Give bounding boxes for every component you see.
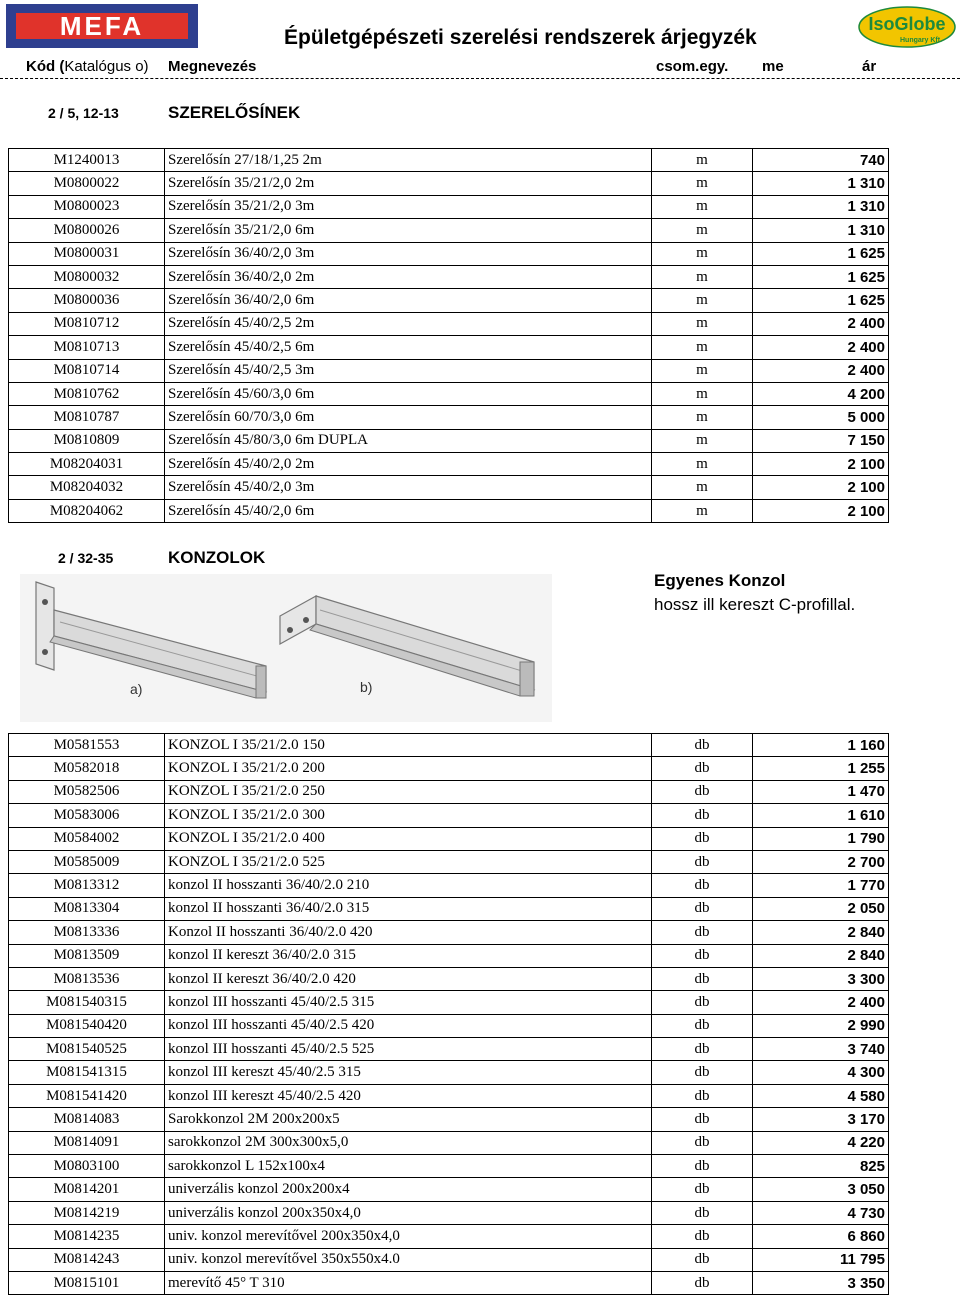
table-row bbox=[9, 336, 889, 359]
table-row bbox=[9, 897, 889, 920]
product-name: Szerelősín 45/60/3,0 6m bbox=[165, 382, 652, 405]
price: 1 770 bbox=[753, 874, 889, 897]
product-name: Konzol II hosszanti 36/40/2.0 420 bbox=[165, 921, 652, 944]
product-name: Sarokkonzol 2M 200x200x5 bbox=[165, 1108, 652, 1131]
table-row bbox=[9, 1225, 889, 1248]
product-name: konzol III hosszanti 45/40/2.5 315 bbox=[165, 991, 652, 1014]
product-code: M0814083 bbox=[9, 1108, 165, 1131]
column-header-pack: csom.egy. bbox=[656, 58, 729, 75]
price: 825 bbox=[753, 1155, 889, 1178]
product-name: konzol III hosszanti 45/40/2.5 420 bbox=[165, 1014, 652, 1037]
column-header-name: Megnevezés bbox=[168, 58, 257, 75]
price: 2 100 bbox=[753, 499, 889, 522]
price: 3 170 bbox=[753, 1108, 889, 1131]
unit: db bbox=[652, 1061, 753, 1084]
product-code: M0813536 bbox=[9, 967, 165, 990]
product-name: Szerelősín 45/40/2,5 6m bbox=[165, 336, 652, 359]
product-name: sarokkonzol 2M 300x300x5,0 bbox=[165, 1131, 652, 1154]
product-code: M08204032 bbox=[9, 476, 165, 499]
price: 11 795 bbox=[753, 1248, 889, 1271]
product-code: M0583006 bbox=[9, 804, 165, 827]
unit: db bbox=[652, 757, 753, 780]
price: 2 840 bbox=[753, 944, 889, 967]
product-code: M0581553 bbox=[9, 734, 165, 757]
unit: db bbox=[652, 1225, 753, 1248]
column-header-price: ár bbox=[862, 58, 877, 75]
table-row bbox=[9, 476, 889, 499]
unit: db bbox=[652, 874, 753, 897]
product-name: Szerelősín 35/21/2,0 6m bbox=[165, 219, 652, 242]
product-code: M0814201 bbox=[9, 1178, 165, 1201]
table-row bbox=[9, 429, 889, 452]
product-name: KONZOL I 35/21/2.0 300 bbox=[165, 804, 652, 827]
unit: db bbox=[652, 734, 753, 757]
konzol-illustration bbox=[20, 574, 552, 722]
product-name: Szerelősín 60/70/3,0 6m bbox=[165, 406, 652, 429]
unit: m bbox=[652, 242, 753, 265]
unit: db bbox=[652, 1014, 753, 1037]
unit: m bbox=[652, 382, 753, 405]
product-code: M0810809 bbox=[9, 429, 165, 452]
unit: m bbox=[652, 336, 753, 359]
table-row bbox=[9, 804, 889, 827]
price: 2 400 bbox=[753, 991, 889, 1014]
table-row bbox=[9, 780, 889, 803]
unit: db bbox=[652, 850, 753, 873]
price: 4 580 bbox=[753, 1084, 889, 1107]
unit: db bbox=[652, 1248, 753, 1271]
price: 4 200 bbox=[753, 382, 889, 405]
konzol-note-title: Egyenes Konzol bbox=[654, 571, 786, 590]
price: 4 300 bbox=[753, 1061, 889, 1084]
column-header-unit: me bbox=[762, 58, 784, 75]
table-row bbox=[9, 499, 889, 522]
unit: db bbox=[652, 1084, 753, 1107]
unit: db bbox=[652, 780, 753, 803]
isoglobe-logo-text: IsoGlobe bbox=[868, 14, 946, 34]
price-table-konzolok bbox=[8, 733, 889, 1295]
table-row bbox=[9, 874, 889, 897]
column-header-code bbox=[26, 58, 149, 75]
product-name: Szerelősín 45/80/3,0 6m DUPLA bbox=[165, 429, 652, 452]
price: 3 300 bbox=[753, 967, 889, 990]
product-name: konzol II kereszt 36/40/2.0 315 bbox=[165, 944, 652, 967]
unit: m bbox=[652, 429, 753, 452]
unit: db bbox=[652, 827, 753, 850]
table-row bbox=[9, 406, 889, 429]
product-name: merevítő 45° T 310 bbox=[165, 1271, 652, 1294]
product-name: Szerelősín 45/40/2,0 6m bbox=[165, 499, 652, 522]
unit: m bbox=[652, 312, 753, 335]
table-row bbox=[9, 827, 889, 850]
product-code: M0584002 bbox=[9, 827, 165, 850]
table-row bbox=[9, 265, 889, 288]
unit: m bbox=[652, 476, 753, 499]
unit: m bbox=[652, 406, 753, 429]
price: 4 730 bbox=[753, 1201, 889, 1224]
product-code: M0810712 bbox=[9, 312, 165, 335]
product-name: konzol II hosszanti 36/40/2.0 315 bbox=[165, 897, 652, 920]
product-name: Szerelősín 27/18/1,25 2m bbox=[165, 149, 652, 172]
unit: db bbox=[652, 991, 753, 1014]
product-code: M081540315 bbox=[9, 991, 165, 1014]
table-row bbox=[9, 242, 889, 265]
price: 2 100 bbox=[753, 453, 889, 476]
table-row bbox=[9, 1038, 889, 1061]
product-name: konzol II kereszt 36/40/2.0 420 bbox=[165, 967, 652, 990]
product-code: M081541315 bbox=[9, 1061, 165, 1084]
product-code: M0810762 bbox=[9, 382, 165, 405]
isoglobe-logo-subtext: Hungary Kft. bbox=[900, 37, 942, 44]
price: 740 bbox=[753, 149, 889, 172]
price: 1 310 bbox=[753, 219, 889, 242]
table-row bbox=[9, 1061, 889, 1084]
product-code: M0585009 bbox=[9, 850, 165, 873]
price: 3 050 bbox=[753, 1178, 889, 1201]
product-code: M0810787 bbox=[9, 406, 165, 429]
price: 1 625 bbox=[753, 265, 889, 288]
product-code: M1240013 bbox=[9, 149, 165, 172]
product-name: KONZOL I 35/21/2.0 400 bbox=[165, 827, 652, 850]
product-name: konzol III kereszt 45/40/2.5 420 bbox=[165, 1084, 652, 1107]
price: 1 790 bbox=[753, 827, 889, 850]
price: 5 000 bbox=[753, 406, 889, 429]
price: 1 625 bbox=[753, 289, 889, 312]
product-name: Szerelősín 36/40/2,0 2m bbox=[165, 265, 652, 288]
price: 3 350 bbox=[753, 1271, 889, 1294]
bracket-b-label: b) bbox=[360, 679, 373, 695]
unit: db bbox=[652, 944, 753, 967]
price: 3 740 bbox=[753, 1038, 889, 1061]
product-name: Szerelősín 36/40/2,0 3m bbox=[165, 242, 652, 265]
product-code: M0810714 bbox=[9, 359, 165, 382]
product-code: M0814235 bbox=[9, 1225, 165, 1248]
product-code: M0813312 bbox=[9, 874, 165, 897]
unit: m bbox=[652, 359, 753, 382]
product-name: KONZOL I 35/21/2.0 200 bbox=[165, 757, 652, 780]
product-code: M0814091 bbox=[9, 1131, 165, 1154]
table-row bbox=[9, 1108, 889, 1131]
unit: db bbox=[652, 967, 753, 990]
price: 1 610 bbox=[753, 804, 889, 827]
product-name: konzol III kereszt 45/40/2.5 315 bbox=[165, 1061, 652, 1084]
table-row bbox=[9, 1178, 889, 1201]
unit: db bbox=[652, 1155, 753, 1178]
product-name: konzol II hosszanti 36/40/2.0 210 bbox=[165, 874, 652, 897]
product-name: KONZOL I 35/21/2.0 150 bbox=[165, 734, 652, 757]
product-code: M0800026 bbox=[9, 219, 165, 242]
product-name: Szerelősín 45/40/2,0 3m bbox=[165, 476, 652, 499]
table-row bbox=[9, 312, 889, 335]
product-code: M08204031 bbox=[9, 453, 165, 476]
price: 2 100 bbox=[753, 476, 889, 499]
price: 2 840 bbox=[753, 921, 889, 944]
section-title: KONZOLOK bbox=[168, 548, 266, 567]
table-row bbox=[9, 172, 889, 195]
unit: m bbox=[652, 149, 753, 172]
table-row bbox=[9, 453, 889, 476]
unit: m bbox=[652, 219, 753, 242]
price: 2 050 bbox=[753, 897, 889, 920]
price: 1 310 bbox=[753, 172, 889, 195]
unit: m bbox=[652, 265, 753, 288]
unit: db bbox=[652, 804, 753, 827]
product-code: M0800031 bbox=[9, 242, 165, 265]
table-row bbox=[9, 359, 889, 382]
table-row bbox=[9, 921, 889, 944]
price: 2 990 bbox=[753, 1014, 889, 1037]
product-code: M0813304 bbox=[9, 897, 165, 920]
unit: db bbox=[652, 1271, 753, 1294]
unit: m bbox=[652, 289, 753, 312]
product-code: M0582018 bbox=[9, 757, 165, 780]
product-name: KONZOL I 35/21/2.0 250 bbox=[165, 780, 652, 803]
mefa-logo bbox=[6, 4, 198, 48]
table-row bbox=[9, 1084, 889, 1107]
unit: m bbox=[652, 499, 753, 522]
unit: m bbox=[652, 172, 753, 195]
price: 2 400 bbox=[753, 359, 889, 382]
product-code: M08204062 bbox=[9, 499, 165, 522]
bracket-a-label: a) bbox=[130, 681, 143, 697]
price: 2 400 bbox=[753, 336, 889, 359]
product-name: univ. konzol merevítővel 350x550x4.0 bbox=[165, 1248, 652, 1271]
header-divider bbox=[0, 78, 960, 79]
table-row bbox=[9, 1271, 889, 1294]
price: 6 860 bbox=[753, 1225, 889, 1248]
product-name: univ. konzol merevítővel 200x350x4,0 bbox=[165, 1225, 652, 1248]
isoglobe-logo bbox=[858, 6, 956, 48]
table-row bbox=[9, 219, 889, 242]
table-row bbox=[9, 967, 889, 990]
product-name: Szerelősín 35/21/2,0 3m bbox=[165, 195, 652, 218]
product-name: Szerelősín 35/21/2,0 2m bbox=[165, 172, 652, 195]
product-code: M081540420 bbox=[9, 1014, 165, 1037]
unit: db bbox=[652, 1108, 753, 1131]
product-code: M0582506 bbox=[9, 780, 165, 803]
product-name: Szerelősín 36/40/2,0 6m bbox=[165, 289, 652, 312]
price: 1 160 bbox=[753, 734, 889, 757]
table-row bbox=[9, 1201, 889, 1224]
table-row bbox=[9, 1131, 889, 1154]
table-row bbox=[9, 991, 889, 1014]
price: 7 150 bbox=[753, 429, 889, 452]
price: 1 255 bbox=[753, 757, 889, 780]
unit: db bbox=[652, 1178, 753, 1201]
section-code: 2 / 32-35 bbox=[58, 550, 114, 566]
konzol-note-subtitle: hossz ill kereszt C-profillal. bbox=[654, 595, 856, 614]
price: 1 310 bbox=[753, 195, 889, 218]
price: 1 470 bbox=[753, 780, 889, 803]
product-name: Szerelősín 45/40/2,5 2m bbox=[165, 312, 652, 335]
product-code: M0814219 bbox=[9, 1201, 165, 1224]
product-code: M0800022 bbox=[9, 172, 165, 195]
product-code: M0803100 bbox=[9, 1155, 165, 1178]
table-row bbox=[9, 289, 889, 312]
price-table-szerelosinek bbox=[8, 148, 889, 523]
table-row bbox=[9, 149, 889, 172]
product-code: M0813509 bbox=[9, 944, 165, 967]
product-name: konzol III hosszanti 45/40/2.5 525 bbox=[165, 1038, 652, 1061]
table-row bbox=[9, 1248, 889, 1271]
product-name: sarokkonzol L 152x100x4 bbox=[165, 1155, 652, 1178]
table-row bbox=[9, 195, 889, 218]
table-row bbox=[9, 944, 889, 967]
unit: m bbox=[652, 195, 753, 218]
table-row bbox=[9, 1155, 889, 1178]
price: 2 700 bbox=[753, 850, 889, 873]
section-title: SZERELŐSÍNEK bbox=[168, 103, 301, 122]
product-code: M0800032 bbox=[9, 265, 165, 288]
product-code: M0814243 bbox=[9, 1248, 165, 1271]
product-name: Szerelősín 45/40/2,0 2m bbox=[165, 453, 652, 476]
table-row bbox=[9, 850, 889, 873]
unit: db bbox=[652, 1038, 753, 1061]
product-code: M081540525 bbox=[9, 1038, 165, 1061]
product-code: M0815101 bbox=[9, 1271, 165, 1294]
unit: db bbox=[652, 921, 753, 944]
product-name: univerzális konzol 200x200x4 bbox=[165, 1178, 652, 1201]
unit: db bbox=[652, 1131, 753, 1154]
table-row bbox=[9, 734, 889, 757]
table-row bbox=[9, 382, 889, 405]
price: 4 220 bbox=[753, 1131, 889, 1154]
table-row bbox=[9, 757, 889, 780]
column-header-code-main: Kód ( bbox=[26, 58, 65, 75]
unit: m bbox=[652, 453, 753, 476]
product-name: univerzális konzol 200x350x4,0 bbox=[165, 1201, 652, 1224]
unit: db bbox=[652, 897, 753, 920]
product-name: KONZOL I 35/21/2.0 525 bbox=[165, 850, 652, 873]
product-code: M081541420 bbox=[9, 1084, 165, 1107]
product-code: M0813336 bbox=[9, 921, 165, 944]
product-code: M0800023 bbox=[9, 195, 165, 218]
product-code: M0800036 bbox=[9, 289, 165, 312]
price: 1 625 bbox=[753, 242, 889, 265]
table-row bbox=[9, 1014, 889, 1037]
unit: db bbox=[652, 1201, 753, 1224]
product-name: Szerelősín 45/40/2,5 3m bbox=[165, 359, 652, 382]
document-title: Épületgépészeti szerelési rendszerek árjegyzék bbox=[284, 26, 757, 49]
mefa-logo-text: MEFA bbox=[16, 13, 188, 39]
price: 2 400 bbox=[753, 312, 889, 335]
column-header-code-catalog: Katalógus o) bbox=[64, 58, 149, 75]
product-code: M0810713 bbox=[9, 336, 165, 359]
section-code: 2 / 5, 12-13 bbox=[48, 105, 119, 121]
